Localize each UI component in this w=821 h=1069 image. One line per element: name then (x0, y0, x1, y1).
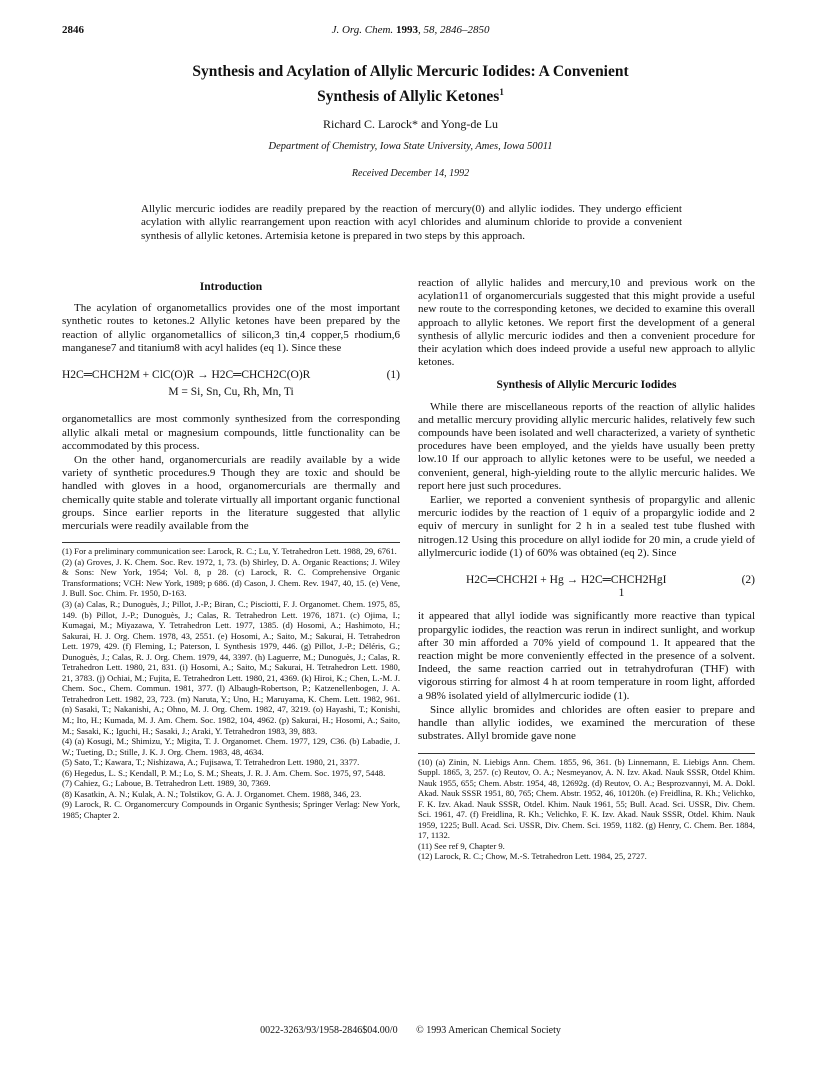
journal-citation (62, 24, 759, 36)
running-header (62, 24, 759, 40)
paragraph: Since allylic bromides and chlorides are often easier to prepare and handle than allylic iodides, we examined the mercuration of these substrates. Allyl bromide gave none (418, 703, 755, 743)
equation-2-line (418, 574, 755, 587)
footnote: (4) (a) Kosugi, M.; Shimizu, Y.; Migita, T. J. Organomet. Chem. 1977, 129, C36. (b) Labadie, J. W.; Tueting, D.; Stille, J. K. J. Org. Chem. 1983, 48, 4634. (62, 736, 400, 757)
paragraph: On the other hand, organomercurials are readily available by a wide variety of synthetic procedures.9 Though they are toxic and should be handled with gloves in a hood, organomercurials are thermally and chemically quite stable and tolerate virtually all important organic functional groups. Since earlier reports in the literature suggested that allylic mercurials were readily available from the (62, 454, 400, 533)
footnotes-left (62, 542, 400, 820)
footnote: (10) (a) Zinin, N. Liebigs Ann. Chem. 1855, 96, 361. (b) Linnemann, E. Liebigs Ann. Chem. Suppl. 1865, 3, 257. (c) Reutov, O. A.; Nesmeyanov, A. N. Izv. Akad. Nauk SSSR, Otdel Khim. Nauk 1955, 655; Chem. Abstr. 1954, 48, 12692g. (d) Reutov, O. A.; Besprozvannyi, M. A. Dokl. Akad. Nauk SSSR 1951, 80, 765; Chem. Abstr. 1952, 46, 10120h. (e) Freidlina, R. Kh.; Velichko, F. K. Izv. Akad. Nauk SSSR, Otdel. Khim. Nauk 1961, 55; Bull. Acad. Sci. USSR, Div. Chem. Sci. 1961, 47. (f) Freidlina, R. Kh.; Velichko, F. K. Izv. Akad. Nauk SSSR, Otdel. Khim. Nauk 1959, 1225; Bull. Acad. Sci. USSR, Div. Chem. Sci. 1959, 1182. (g) Henry, C. Chem. Ber. 1884, 17, 1132. (418, 756, 755, 841)
left-column (62, 277, 400, 820)
abstract: Allylic mercuric iodides are readily prepared by the reaction of mercury(0) and allylic iodides. They undergo efficient acylation with allylic rearrangement upon reaction with acyl chlorides and aluminum chloride to provide a convenient synthesis of allylic ketones. Artemisia ketone is prepared in two steps by this approach. (141, 203, 682, 242)
copyright: © 1993 American Chemical Society (416, 1025, 561, 1036)
section-heading-synthesis: Synthesis of Allylic Mercuric Iodides (496, 379, 677, 392)
journal-name: J. Org. Chem. (331, 24, 394, 36)
equation-1-definition: M = Si, Sn, Cu, Rh, Mn, Ti (168, 386, 294, 399)
footnote: (11) See ref 9, Chapter 9. (418, 840, 505, 851)
footnote: (7) Cahiez, G.; Laboue, B. Tetrahedron Lett. 1989, 30, 7369. (62, 778, 271, 789)
footnotes-right (418, 753, 755, 862)
equation-1-number: (1) (386, 369, 400, 382)
footnote: (5) Sato, T.; Kawara, T.; Nishizawa, A.; Fujisawa, T. Tetrahedron Lett. 1980, 21, 3377. (62, 757, 360, 768)
equation-2-body: H2C═CHCH2I + Hg → H2C═CHCH2HgI (466, 574, 667, 587)
title-line-1: Synthesis and Acylation of Allylic Mercuric Iodides: A Convenient (192, 63, 629, 80)
footnote: (6) Hegedus, L. S.; Kendall, P. M.; Lo, S. M.; Sheats, J. R. J. Am. Chem. Soc. 1975, 97, 5448. (62, 767, 386, 778)
paragraph: reaction of allylic halides and mercury,10 and previous work on the acylation11 of organomercurials suggested that this might provide a useful new route to the corresponding ketones, we decided to examine this overall approach to allylic ketones. We report first the development of a general synthesis of allylic mercuric iodides and then a convenient procedure for their acylation which does indeed provide a useful new approach to allylic ketones. (418, 277, 755, 369)
title-line-2 (62, 82, 759, 107)
paragraph: Earlier, we reported a convenient synthesis of propargylic and allenic mercuric iodides by the reaction of 1 equiv of a propargylic iodide and 2 equiv of mercury in sunlight for 2 h in a sealed test tube flushed with nitrogen.12 Using this procedure on allyl iodide for 20 min, a crude yield of allylmercuric iodide (1) of 60% was obtained (eq 2). Since (418, 494, 755, 559)
document-code: 0022-3263/93/1958-2846$04.00/0 (260, 1025, 398, 1036)
footnote: (8) Kasatkin, A. N.; Kulak, A. N.; Tolstikov, G. A. J. Organomet. Chem. 1988, 346, 23. (62, 788, 362, 799)
footnote: (9) Larock, R. C. Organomercury Compounds in Organic Synthesis; Springer Verlag: New York, 1985; Chapter 2. (62, 799, 400, 820)
article-title (62, 62, 759, 107)
title-footnote-marker: 1 (499, 87, 504, 97)
received-date: Received December 14, 1992 (351, 168, 470, 179)
authors: Richard C. Larock* and Yong-de Lu (323, 117, 498, 131)
journal-volume-pages: , 58, 2846–2850 (417, 24, 490, 36)
paragraph: organometallics are most commonly synthesized from the corresponding allylic alkali metal or magnesium compounds, little functionality can be accommodated by this process. (62, 413, 400, 452)
journal-year: 1993 (395, 24, 418, 36)
page-footer (62, 1025, 759, 1036)
equation-1-body: H2C═CHCH2M + ClC(O)R → H2C═CHCH2C(O)R (62, 369, 311, 382)
affiliation: Department of Chemistry, Iowa State University, Ames, Iowa 50011 (268, 141, 553, 152)
compound-label: 1 (618, 587, 625, 600)
footnote: (2) (a) Groves, J. K. Chem. Soc. Rev. 1972, 1, 73. (b) Shirley, D. A. Organic Reactions; J. Wiley & Sons: New York, 1954; Vol. 8, p 28. (c) Larock, R. C. Comprehensive Organic Transformations; VCH: New York, 1989; p 686. (d) Cason, J. Chem. Rev. 1947, 40, 15. (e) Vene, J. Bull. Soc. Chim. Fr. 1950, D-163. (62, 556, 400, 599)
paragraph: While there are miscellaneous reports of the reaction of allylic halides and metallic mercury providing allylic mercuric halides, relatively few such compounds have been isolated and well characterized, a variety of synthetic procedures have been employed, and the yields have usually been pretty low.10 If our approach to allylic ketones were to be useful, we needed a convenient, general, high-yielding route to the allylic mercuric halides. We report here just such procedures. (418, 400, 755, 492)
title-line-2-text: Synthesis of Allylic Ketones (317, 88, 500, 106)
page-number: 2846 (62, 24, 84, 36)
right-column (418, 277, 755, 862)
footnote: (1) For a preliminary communication see: Larock, R. C.; Lu, Y. Tetrahedron Lett. 1988, 29, 6761. (62, 546, 397, 557)
paragraph: The acylation of organometallics provides one of the most important synthetic routes to ketones.2 Allylic ketones have been prepared by the reaction of allylic organometallics of silicon,3 tin,4 copper,5 rhodium,6 manganese7 and titanium8 with acyl halides (eq 1). Since these (62, 302, 400, 354)
footnote: (12) Larock, R. C.; Chow, M.-S. Tetrahedron Lett. 1984, 25, 2727. (418, 851, 647, 862)
equation-1 (62, 369, 400, 382)
section-heading-introduction: Introduction (199, 281, 263, 293)
equation-2 (418, 574, 755, 600)
footnote: (3) (a) Calas, R.; Dunoguès, J.; Pillot, J.-P.; Biran, C.; Pisciotti, F. J. Organomet. Chem. 1975, 85, 149. (b) Pillot, J.-P.; Dunoguès, J.; Calas, R. Tetrahedron Lett. 1976, 1871. (c) Ojima, I.; Kumagai, M.; Miyazawa, Y. Tetrahedron Lett. 1977, 1385. (d) Hosomi, A.; Hashimoto, H.; Sakurai, H. J. Org. Chem. 1978, 43, 2551. (e) Hosomi, A.; Saito, M.; Sakurai, H. Tetrahedron Lett. 1979, 429. (f) Fleming, I.; Paterson, I. Synthesis 1979, 446. (g) Pillot, J.-P.; Déléris, G.; Dunoguès, J.; Calas, R. J. Org. Chem. 1979, 44, 3397. (h) Laguerre, M.; Dunoguès, J.; Calas, R. Tetrahedron Lett. 1980, 21, 831. (i) Hosomi, A.; Saito, M.; Sakurai, H. Tetrahedron Lett. 1980, 21, 3783. (j) Ochiai, M.; Fujita, E. Tetrahedron Lett. 1980, 21, 4369. (k) Hiroi, K.; Chen, L.-M. J. Chem. Soc., Chem. Commun. 1981, 377. (l) Albaugh-Robertson, P.; Katzenellenbogen, J. A. Tetrahedron Lett. 1982, 23, 723. (m) Naruta, Y.; Uno, H.; Maruyama, K. Chem. Lett. 1982, 961. (n) Sasaki, T.; Nakanishi, A.; Ohno, M. J. Org. Chem. 1982, 47, 3219. (o) Hayashi, T.; Konishi, M.; Ito, H.; Kumada, M. J. Am. Chem. Soc. 1982, 104, 4962. (p) Sakurai, H.; Hosomi, A.; Saito, M.; Sasaki, K.; Iguchi, H.; Sasaki, J.; Araki, Y. Tetrahedron 1983, 39, 883. (62, 598, 400, 736)
paragraph: it appeared that allyl iodide was significantly more reactive than typical propargylic iodides, the reaction was rerun in indirect sunlight, and workup after 30 min afforded a 70% yield of compound 1. It appeared that the reaction might be more conveniently effected in the presence of a solvent. Indeed, the same reaction carried out in tetrahydrofuran (THF) with vigorous stirring for almost 4 h at room temperature in room light, afforded a 98% isolated yield of allylmercuric iodide (1). (418, 610, 755, 702)
equation-2-number: (2) (741, 574, 755, 587)
